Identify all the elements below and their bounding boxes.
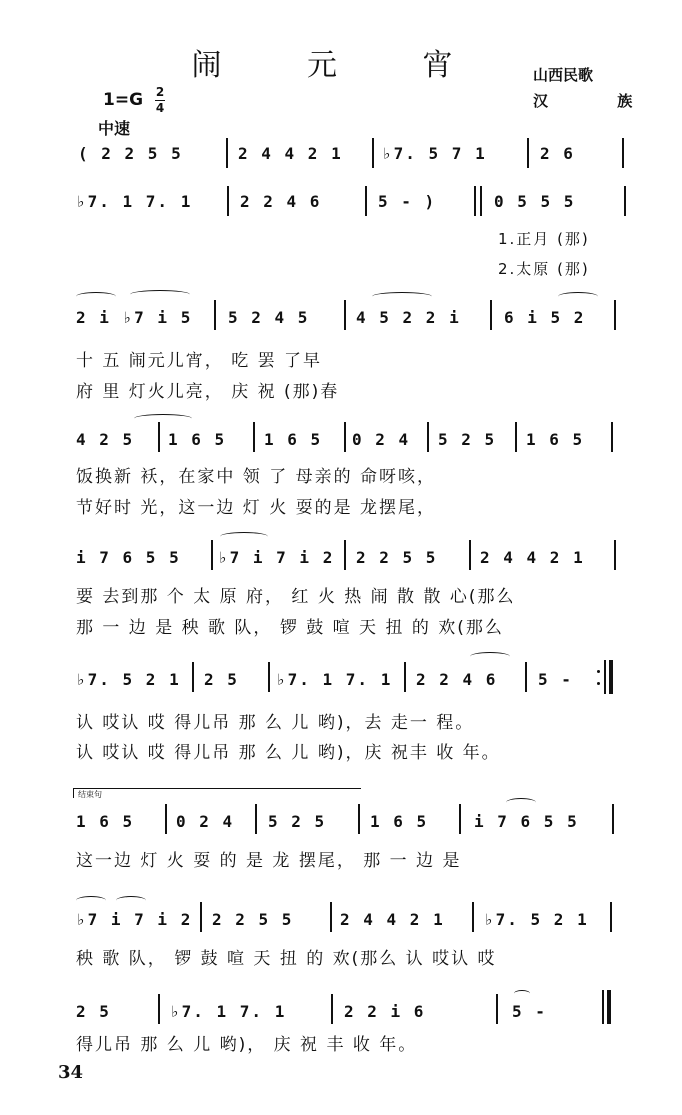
bar-line — [624, 186, 626, 216]
slur — [506, 798, 536, 807]
slur — [134, 414, 192, 423]
bar-line — [158, 422, 160, 452]
repeat-bar-thin — [604, 660, 606, 694]
bar-line — [614, 540, 616, 570]
bar-line — [496, 994, 498, 1024]
ending-bracket-side — [73, 788, 74, 798]
song-ethnic: 汉 族 — [533, 92, 665, 110]
measure: 2 2 i 6 — [344, 1002, 426, 1021]
bar-line — [226, 138, 228, 168]
measure: 1 6 5 — [76, 812, 135, 831]
measure: 1 6 5 — [370, 812, 429, 831]
slur — [116, 896, 146, 905]
measure: 5 2 4 5 — [228, 308, 310, 327]
final-bar-thick — [607, 990, 611, 1024]
lyric-line: 饭换新 袄，在家中 领 了 母亲的 命呀咳， — [76, 467, 437, 487]
bar-line — [472, 902, 474, 932]
measure: 1 6 5 — [526, 430, 585, 449]
measure: 5 2 5 — [438, 430, 497, 449]
verse-start-2: 2.太原 (那) — [498, 260, 590, 278]
bar-line — [158, 994, 160, 1024]
slur — [130, 290, 190, 299]
ending-label: 结束句 — [78, 790, 102, 799]
measure: 0 2 4 — [176, 812, 235, 831]
time-signature — [155, 86, 165, 115]
bar-line — [469, 540, 471, 570]
page-number: 34 — [58, 1062, 84, 1083]
measure: 0 5 5 5 — [494, 192, 576, 211]
measure: 2 5 — [204, 670, 239, 689]
bar-line — [404, 662, 406, 692]
measure: ♭7 i 7 i 2 — [76, 910, 193, 929]
measure: 2 4 4 2 1 — [238, 144, 343, 163]
measure: 2 2 4 6 — [416, 670, 498, 689]
time-signature-bottom: 4 — [155, 101, 165, 115]
lyric-line: 秧 歌 队， 锣 鼓 喧 天 扭 的 欢(那么 认 哎认 哎 — [76, 949, 497, 969]
measure: ♭7. 5 2 1 — [76, 670, 181, 689]
key-signature: 1=G — [103, 90, 144, 110]
time-signature-top: 2 — [155, 85, 165, 99]
tempo-marking: 中速 — [98, 119, 131, 138]
final-bar-thin — [602, 990, 604, 1024]
measure: 2 4 4 2 1 — [480, 548, 585, 567]
verse-start-1: 1.正月 (那) — [498, 230, 590, 248]
measure: 5 - — [538, 670, 573, 689]
lyric-line: 认 哎认 哎 得儿吊 那 么 儿 哟)，去 走一 程。 — [76, 713, 475, 733]
measure: ♭7. 5 7 1 — [382, 144, 487, 163]
bar-line — [525, 662, 527, 692]
measure: 4 5 2 2 i — [356, 308, 461, 327]
measure: 4 2 5 — [76, 430, 135, 449]
measure: i 7 6 5 5 — [76, 548, 181, 567]
bar-line — [527, 138, 529, 168]
measure: 2 6 — [540, 144, 575, 163]
bar-line — [459, 804, 461, 834]
measure: 5 - — [512, 1002, 547, 1021]
bar-line — [612, 804, 614, 834]
song-title: 闹 元 宵 — [191, 48, 491, 83]
bar-line — [611, 422, 613, 452]
bar-line — [614, 300, 616, 330]
measure: 2 5 — [76, 1002, 111, 1021]
bar-line — [474, 186, 476, 216]
bar-line — [268, 662, 270, 692]
measure: 1 6 5 — [264, 430, 323, 449]
bar-line — [344, 300, 346, 330]
bar-line — [192, 662, 194, 692]
lyric-line: 府 里 灯火儿亮， 庆 祝 (那)春 — [76, 382, 340, 402]
slur — [220, 532, 268, 541]
measure: ♭7. 1 7. 1 — [76, 192, 193, 211]
repeat-dot — [597, 670, 600, 673]
measure: i 7 6 5 5 — [474, 812, 579, 831]
slur — [76, 896, 106, 905]
ending-bracket — [73, 788, 361, 789]
bar-line — [372, 138, 374, 168]
bar-line — [344, 422, 346, 452]
bar-line — [253, 422, 255, 452]
measure: 2 4 4 2 1 — [340, 910, 445, 929]
bar-line — [200, 902, 202, 932]
bar-line — [358, 804, 360, 834]
lyric-line: 要 去到那 个 太 原 府， 红 火 热 闹 散 散 心(那么 — [76, 587, 516, 607]
measure: 5 2 5 — [268, 812, 327, 831]
bar-line — [344, 540, 346, 570]
bar-line — [480, 186, 482, 216]
bar-line — [515, 422, 517, 452]
bar-line — [227, 186, 229, 216]
lyric-line: 节好时 光，这一边 灯 火 耍的是 龙摆尾， — [76, 498, 437, 518]
bar-line — [330, 902, 332, 932]
bar-line — [214, 300, 216, 330]
bar-line — [427, 422, 429, 452]
measure: 0 2 4 — [352, 430, 411, 449]
lyric-line: 认 哎认 哎 得儿吊 那 么 儿 哟)，庆 祝丰 收 年。 — [76, 743, 501, 763]
slur — [76, 292, 116, 301]
lyric-line: 得儿吊 那 么 儿 哟)， 庆 祝 丰 收 年。 — [76, 1035, 418, 1055]
measure: ♭7. 1 7. 1 — [170, 1002, 287, 1021]
measure: ♭7. 5 2 1 — [484, 910, 589, 929]
bar-line — [255, 804, 257, 834]
measure: ( 2 2 5 5 — [78, 144, 183, 163]
bar-line — [622, 138, 624, 168]
bar-line — [331, 994, 333, 1024]
measure: 5 - ) — [378, 192, 437, 211]
measure: 2 2 4 6 — [240, 192, 322, 211]
measure: ♭7. 1 7. 1 — [276, 670, 393, 689]
measure: 2 i ♭7 i 5 — [76, 308, 193, 327]
measure: 2 2 5 5 — [212, 910, 294, 929]
fermata — [514, 990, 530, 997]
lyric-line: 那 一 边 是 秧 歌 队， 锣 鼓 喧 天 扭 的 欢(那么 — [76, 618, 504, 638]
slur — [470, 652, 510, 661]
bar-line — [165, 804, 167, 834]
lyric-line: 十 五 闹元儿宵， 吃 罢 了早 — [76, 351, 323, 371]
bar-line — [211, 540, 213, 570]
bar-line — [365, 186, 367, 216]
slur — [558, 292, 598, 301]
repeat-bar-thick — [609, 660, 613, 694]
measure: 1 6 5 — [168, 430, 227, 449]
bar-line — [490, 300, 492, 330]
repeat-dot — [597, 682, 600, 685]
measure: ♭7 i 7 i 2 — [218, 548, 335, 567]
lyric-line: 这一边 灯 火 耍 的 是 龙 摆尾， 那 一 边 是 — [76, 851, 462, 871]
slur — [372, 292, 432, 301]
measure: 6 i 5 2 — [504, 308, 586, 327]
measure: 2 2 5 5 — [356, 548, 438, 567]
song-origin: 山西民歌 — [533, 66, 594, 84]
bar-line — [610, 902, 612, 932]
